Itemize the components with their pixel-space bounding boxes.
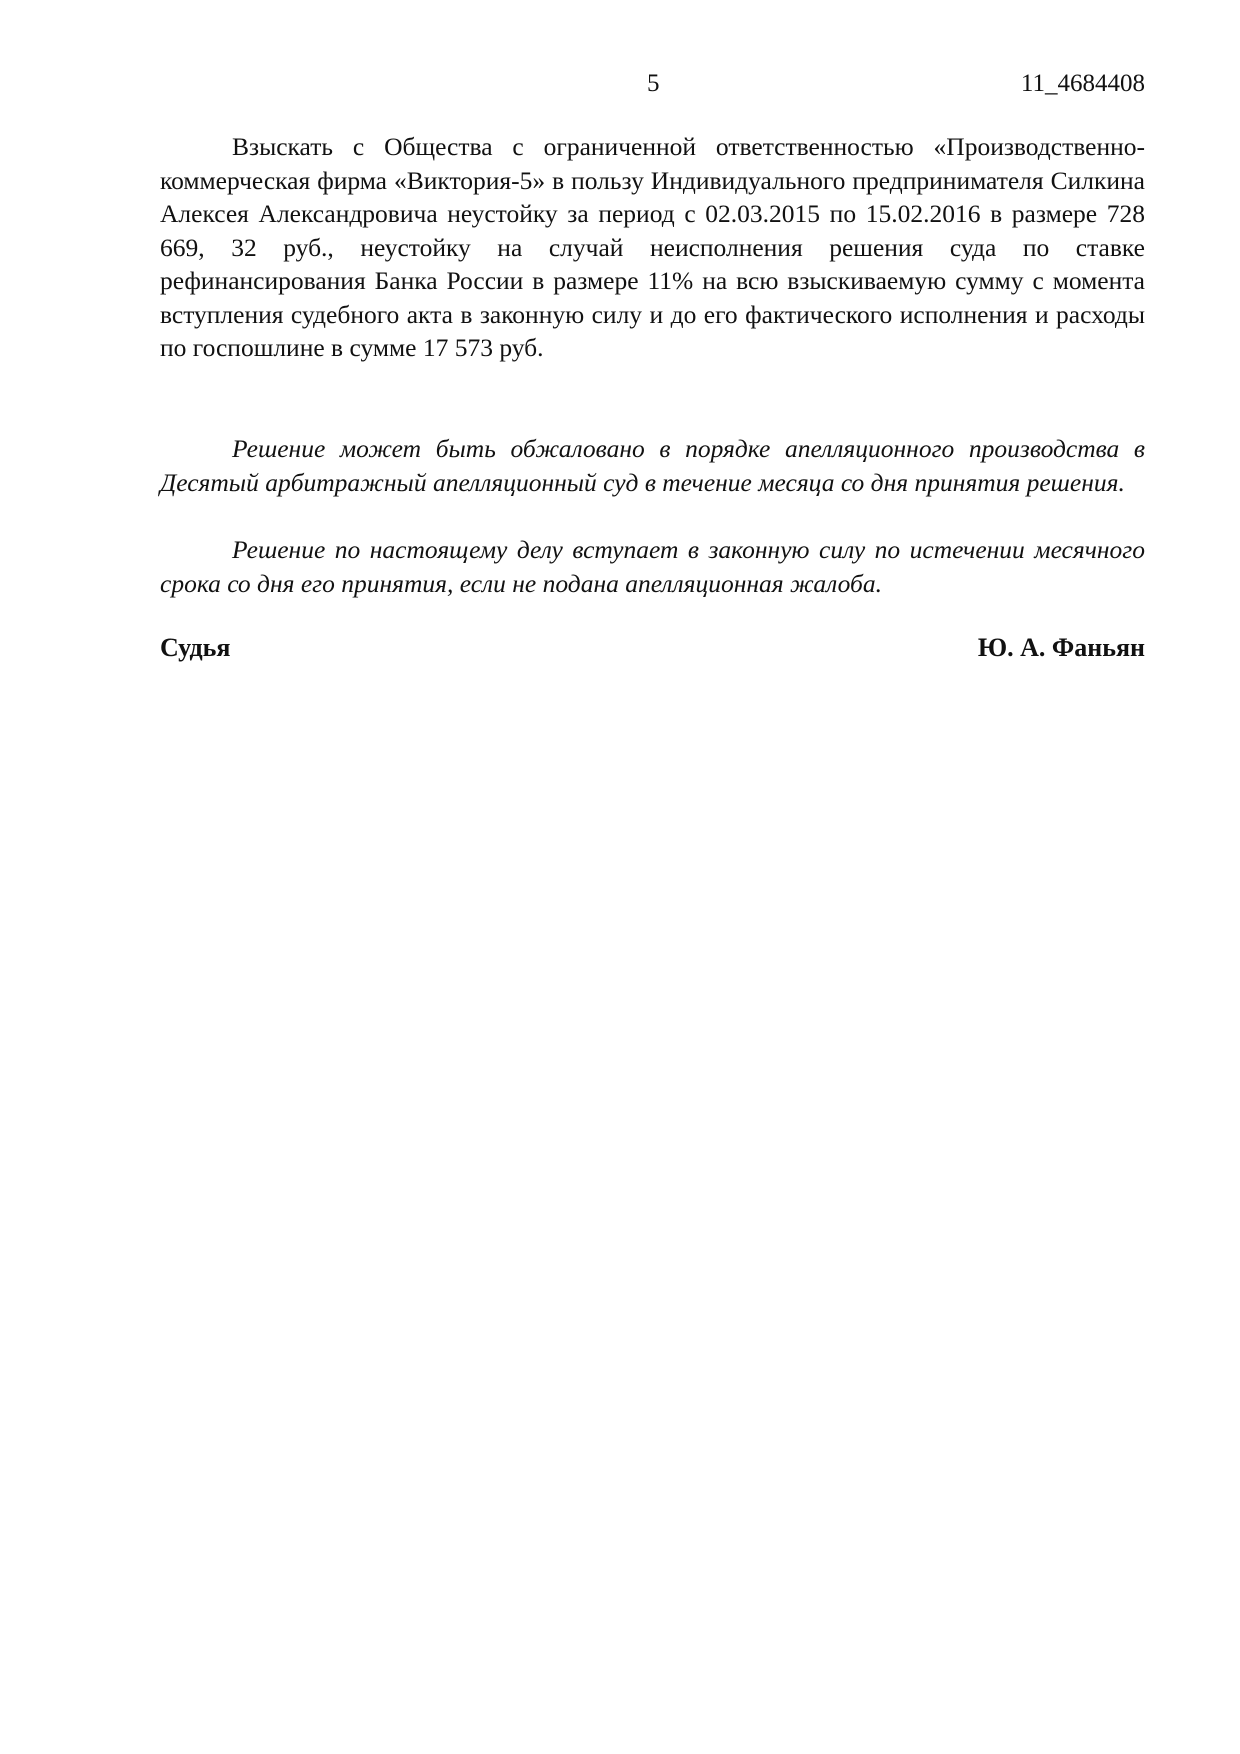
ruling-paragraph: Взыскать с Общества с ограниченной ответственностью «Производственно-коммерческая фирма «Виктория-5» в пользу Индивидуального предпринимателя Силкина Алексея Александровича неустойку за период с 02.03.2015 по 15.02.2016 в размере 728 669, 32 руб., неустойку на случай неисполнения решения суда по ставке рефинансирования Банка России в размере 11% на всю взыскиваемую сумму с момента вступления судебного акта в законную силу и до его фактического исполнения и расходы по госпошлине в сумме 17 573 руб. [160, 132, 1145, 362]
judge-title: Судья [160, 633, 231, 662]
page-number: 5 [647, 70, 660, 97]
effective-date-paragraph: Решение по настоящему делу вступает в законную силу по истечении месячного срока со дня его принятия, если не подана апелляционная жалоба. [160, 535, 1145, 598]
appeal-paragraph: Решение может быть обжаловано в порядке апелляционного производства в Десятый арбитражный апелляционный суд в течение месяца со дня принятия решения. [160, 434, 1145, 497]
page-header [160, 70, 1145, 106]
case-number: 11_4684408 [1020, 70, 1145, 97]
judge-name: Ю. А. Фаньян [977, 633, 1145, 662]
signature-block [160, 633, 1145, 669]
